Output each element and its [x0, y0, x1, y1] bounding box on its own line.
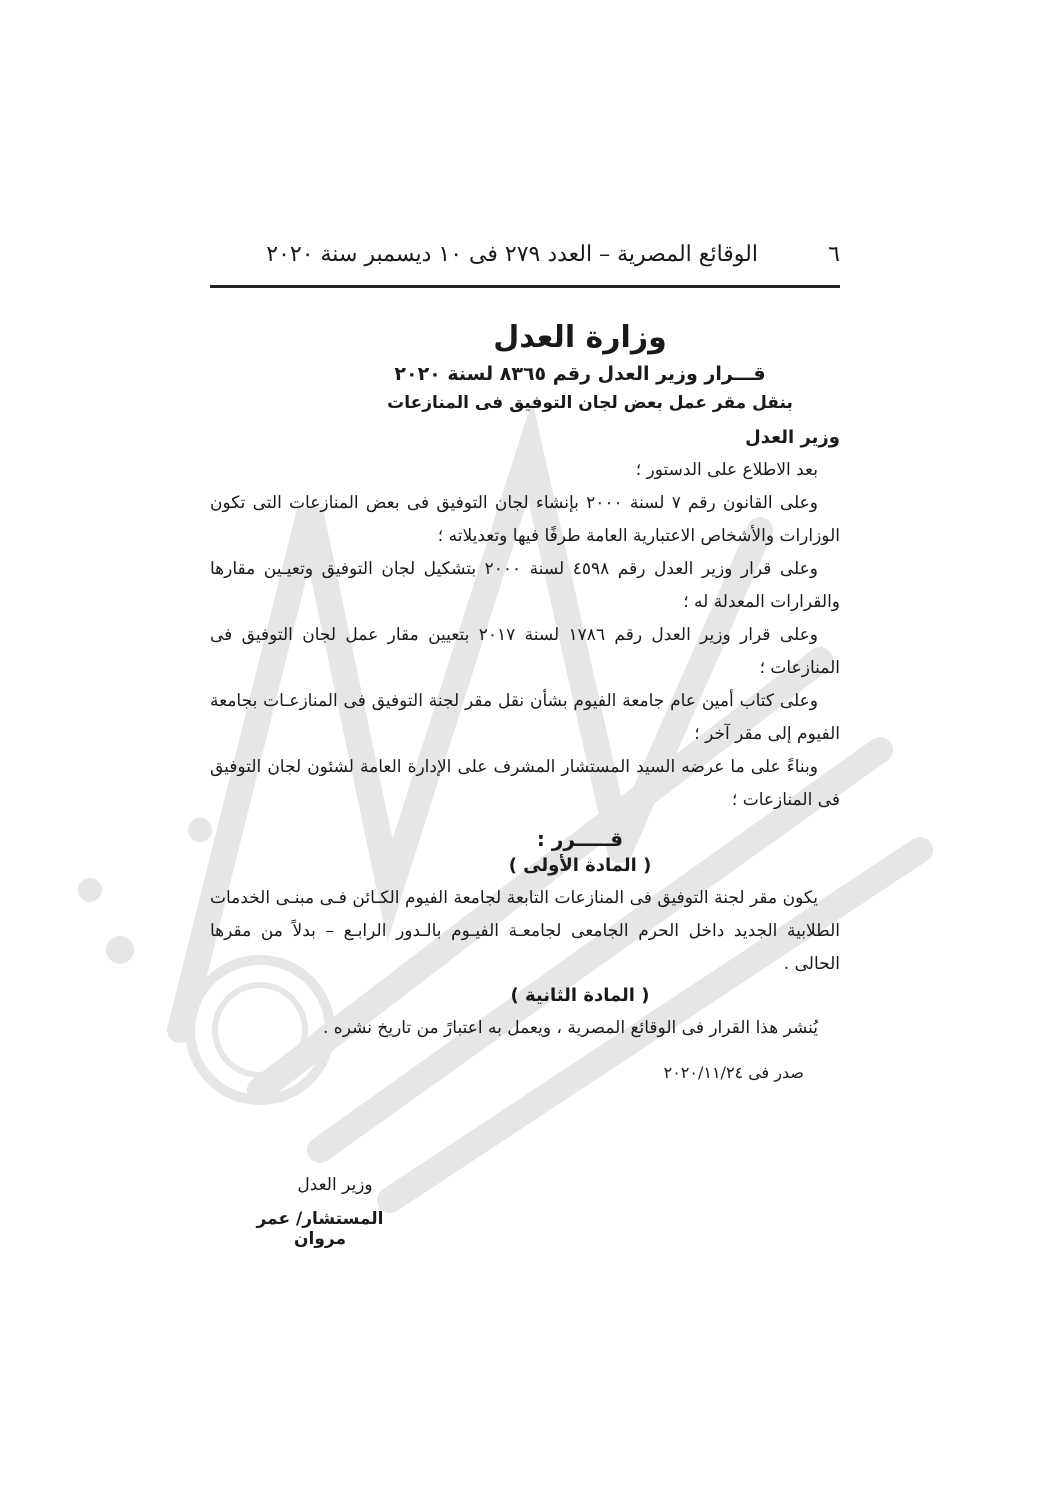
decree-subject: بنقل مقر عمل بعض لجان التوفيق فى المنازعات — [387, 393, 793, 413]
issue-date: صدر فى ٢٠٢٠/١١/٢٤ — [663, 1063, 804, 1082]
page-header — [210, 238, 840, 278]
page-number: ٦ — [828, 242, 840, 267]
article-2-heading: ( المادة الثانية ) — [510, 985, 650, 1006]
signature-block — [230, 1175, 410, 1249]
ministry-title: وزارة العدل — [493, 320, 667, 355]
header-rule — [210, 285, 840, 288]
preamble-paragraph: وعلى قرار وزير العدل رقم ٤٥٩٨ لسنة ٢٠٠٠ بتشكيل لجان التوفيق وتعيـين مقارها والقرارات المعدلة له ؛ — [210, 559, 840, 612]
decree-title: قـــرار وزير العدل رقم ٨٣٦٥ لسنة ٢٠٢٠ — [394, 363, 766, 385]
document-body — [210, 310, 840, 1082]
preamble-paragraph: وبناءً على ما عرضه السيد المستشار المشرف على الإدارة العامة لشئون لجان التوفيق فى المنازعات ؛ — [210, 757, 840, 810]
preamble-paragraph: وعلى القانون رقم ٧ لسنة ٢٠٠٠ بإنشاء لجان التوفيق فى بعض المنازعات التى تكون الوزارات والأشخاص الاعتبارية العامة طرفًا فيها وتعديلاته ؛ — [210, 493, 840, 546]
signatory-name: المستشار/ عمر مروان — [256, 1209, 384, 1249]
preamble-paragraph: وعلى قرار وزير العدل رقم ١٧٨٦ لسنة ٢٠١٧ بتعيين مقار عمل لجان التوفيق فى المنازعات ؛ — [210, 625, 840, 678]
article-1-heading: ( المادة الأولى ) — [508, 855, 652, 876]
article-2-text: يُنشر هذا القرار فى الوقائع المصرية ، ويعمل به اعتبارً من تاريخ نشره . — [322, 1018, 818, 1038]
gazette-issue-line: الوقائع المصرية – العدد ٢٧٩ فى ١٠ ديسمبر سنة ٢٠٢٠ — [266, 242, 758, 267]
preamble-paragraph: وعلى كتاب أمين عام جامعة الفيوم بشأن نقل مقر لجنة التوفيق فى المنازعـات بجامعة الفيوم إلى مقر آخر ؛ — [210, 691, 840, 744]
signatory-title: وزير العدل — [297, 1175, 373, 1195]
preamble-paragraph: بعد الاطلاع على الدستور ؛ — [635, 460, 818, 480]
decided-heading: قـــــرر : — [536, 827, 624, 851]
article-1-text: يكون مقر لجنة التوفيق فى المنازعات التابعة لجامعة الفيوم الكـائن فـى مبنـى الخدمات الطلابية الجديد داخل الحرم الجامعى لجامعـة الفيـوم بالـدور الرابـع – بدلاً من مقرها الحالى . — [210, 888, 840, 974]
minister-heading: وزير العدل — [745, 427, 840, 448]
